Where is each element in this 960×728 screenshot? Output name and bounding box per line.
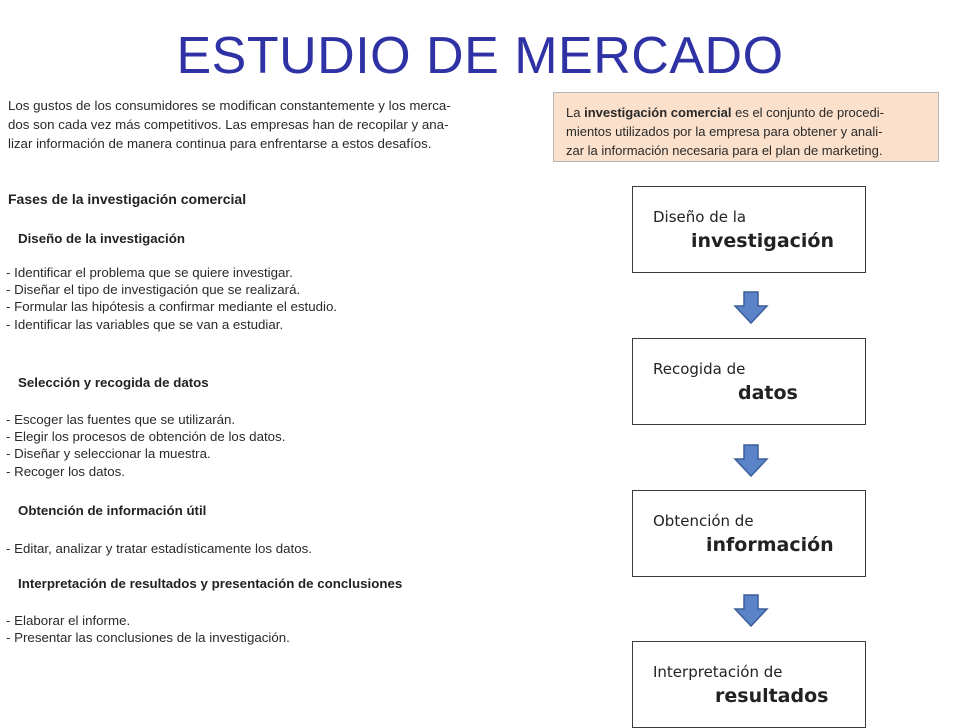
flow-step-line2: datos [738,382,798,404]
section-heading-recogida: Selección y recogida de datos [18,375,209,390]
section-heading-diseno: Diseño de la investigación [18,231,185,246]
list-item: - Diseñar y seleccionar la muestra. [6,446,211,462]
flow-step-diseno [632,186,866,273]
intro-line: dos son cada vez más competitivos. Las empresas han de recopilar y ana- [8,117,449,132]
flow-step-line1: Diseño de la [653,208,747,226]
definition-line [566,103,928,122]
definition-term: investigación comercial [584,105,732,120]
flow-step-line1: Obtención de [653,512,754,530]
page-title: ESTUDIO DE MERCADO [176,27,784,85]
definition-text: es el conjunto de procedi- [731,105,884,120]
section-list-obtencion [6,540,312,557]
list-item: - Elegir los procesos de obtención de los datos. [6,429,286,445]
definition-text: La [566,105,585,120]
definition-box [553,92,939,162]
down-arrow-icon [733,290,769,326]
intro-line: Los gustos de los consumidores se modifican constantemente y los merca- [8,98,451,113]
intro-paragraph [8,96,508,153]
down-arrow-icon [733,443,769,479]
flow-step-obtencion [632,490,866,577]
list-item: - Editar, analizar y tratar estadísticamente los datos. [6,541,312,556]
intro-line: lizar información de manera continua para enfrentarse a estos desafíos. [8,136,432,151]
list-item: - Recoger los datos. [6,463,125,479]
list-item: - Escoger las fuentes que se utilizarán. [6,412,236,427]
section-list-recogida [6,411,285,480]
flow-step-interpretacion [632,641,866,728]
section-list-interpretacion [6,612,290,646]
flow-step-line1: Recogida de [653,360,746,378]
list-item: - Identificar las variables que se van a estudiar. [6,316,284,332]
section-list-diseno [6,264,337,333]
list-item: - Formular las hipótesis a confirmar mediante el estudio. [6,299,338,315]
phases-heading: Fases de la investigación comercial [8,191,247,207]
list-item: - Diseñar el tipo de investigación que se realizará. [6,282,301,298]
definition-line: mientos utilizados por la empresa para obtener y anali- [566,124,883,139]
list-item: - Identificar el problema que se quiere investigar. [6,265,293,280]
flow-step-line1: Interpretación de [653,663,783,681]
list-item: - Presentar las conclusiones de la investigación. [6,630,290,646]
section-heading-interpretacion: Interpretación de resultados y presentación de conclusiones [18,576,403,591]
definition-line: zar la información necesaria para el plan de marketing. [566,143,883,158]
down-arrow-icon [733,593,769,629]
flow-step-line2: resultados [715,685,829,707]
list-item: - Elaborar el informe. [6,613,131,628]
section-heading-obtencion: Obtención de información útil [18,503,207,518]
flow-step-line2: investigación [691,230,834,252]
flow-step-line2: información [706,534,834,556]
flow-step-recogida [632,338,866,425]
